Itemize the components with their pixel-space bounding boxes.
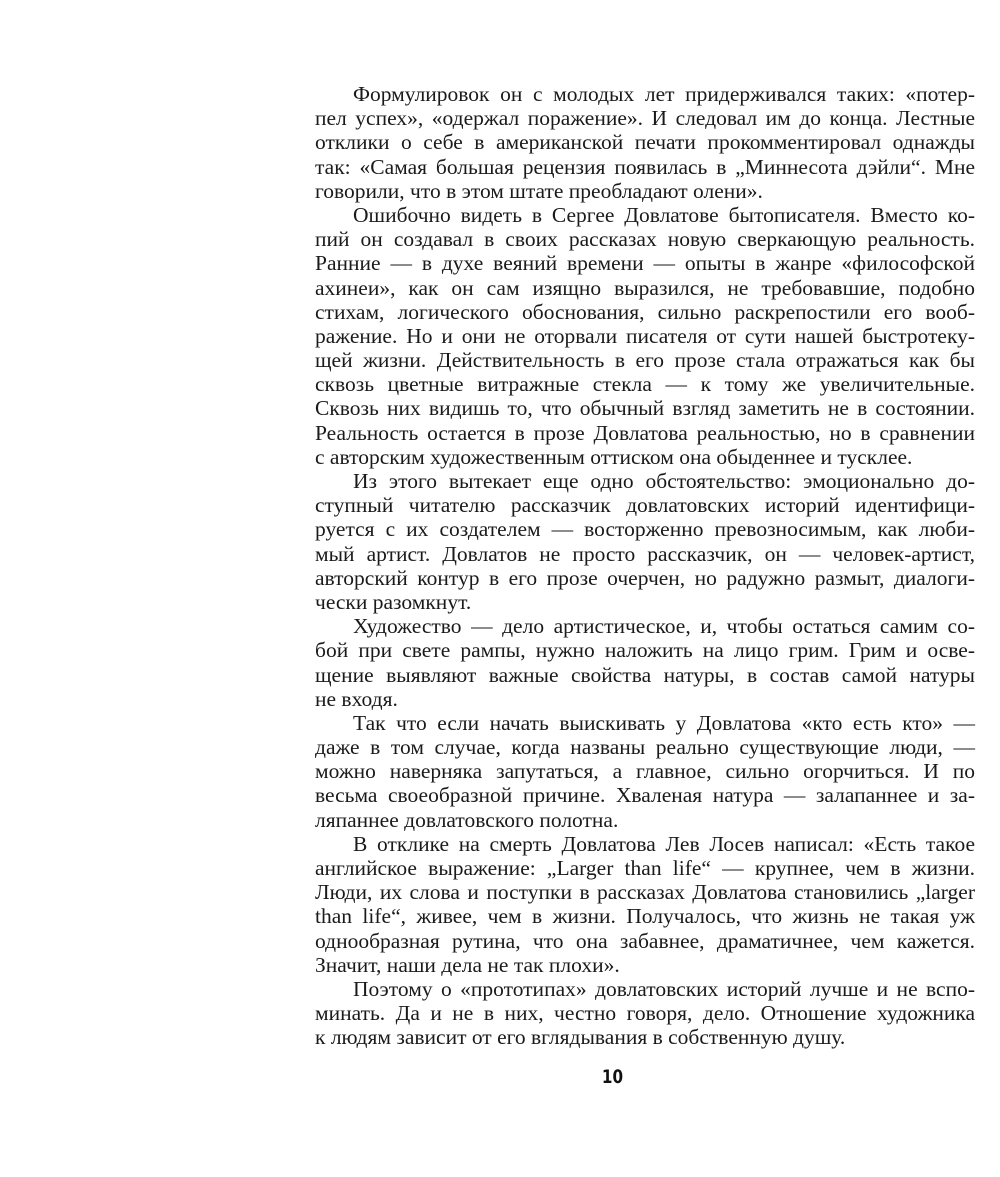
text-line: мый артист. Довлатов не просто рассказчик, он — человек-артист, bbox=[315, 541, 975, 566]
text-line: бой при свете рампы, нужно наложить на лицо грим. Грим и осве- bbox=[315, 638, 975, 663]
text-line: минать. Да и не в них, честно говоря, дело. Отношение художника bbox=[315, 1001, 975, 1026]
text-line: щей жизни. Действительность в его прозе стала отражаться как бы bbox=[315, 348, 975, 373]
text-line: Поэтому о «прототипах» довлатовских историй лучше и не вспо- bbox=[353, 976, 975, 1001]
text-line: Художество — дело артистическое, и, чтобы остаться самим со- bbox=[353, 614, 975, 639]
text-line: ражение. Но и они не оторвали писателя от сути нашей быстротеку- bbox=[315, 323, 975, 348]
text-line: к людям зависит от его вглядывания в собственную душу. bbox=[315, 1025, 846, 1050]
text-line: даже в том случае, когда названы реально существующие люди, — bbox=[315, 735, 975, 760]
text-line: ступный читателю рассказчик довлатовских историй идентифици- bbox=[315, 493, 975, 518]
text-line: английское выражение: „Larger than life“ — крупнее, чем в жизни. bbox=[315, 856, 975, 880]
text-line: Ошибочно видеть в Сергее Довлатове бытописателя. Вместо ко- bbox=[353, 202, 975, 227]
text-line: так: «Самая большая рецензия появилась в „Миннесота дэйли“. Мне bbox=[315, 154, 975, 179]
paragraph bbox=[315, 203, 975, 469]
text-line: Люди, их слова и поступки в рассказах Довлатова становились „larger bbox=[315, 880, 975, 905]
text-line: авторский контур в его прозе очерчен, но радужно размыт, диалоги- bbox=[315, 565, 975, 590]
text-line: весьма своеобразной причине. Хваленая натура — залапаннее и за- bbox=[315, 783, 975, 808]
text-line: стихам, логического обоснования, сильно раскрепостили его вооб- bbox=[315, 299, 975, 324]
text-line: сквозь цветные витражные стекла — к тому же увеличительные. bbox=[315, 372, 975, 397]
text-line: Так что если начать выискивать у Довлатова «кто есть кто» — bbox=[353, 710, 975, 735]
text-line: пел успех», «одержал поражение». И следовал им до конца. Лестные bbox=[315, 106, 975, 131]
text-line: ляпаннее довлатовского полотна. bbox=[315, 807, 619, 832]
paragraph bbox=[315, 711, 975, 832]
text-line: Ранние — в духе веяний времени — опыты в жанре «философской bbox=[315, 251, 975, 276]
text-line: Формулировок он с молодых лет придерживался таких: «потер- bbox=[353, 82, 975, 106]
paragraph bbox=[315, 977, 975, 1050]
text-line: руется с их создателем — восторженно превозносимым, как люби- bbox=[315, 517, 975, 542]
text-line: чески разомкнут. bbox=[315, 589, 472, 614]
text-line: с авторским художественным оттиском она обыденнее и тусклее. bbox=[315, 444, 913, 469]
text-line: однообразная рутина, что она забавнее, драматичнее, чем кажется. bbox=[315, 928, 975, 953]
text-line: пий он создавал в своих рассказах новую сверкающую реальность. bbox=[315, 227, 975, 252]
paragraph bbox=[315, 832, 975, 977]
text-line: Значит, наши дела не так плохи». bbox=[315, 952, 620, 977]
text-line: Сквозь них видишь то, что обычный взгляд заметить не в состоянии. bbox=[315, 396, 975, 421]
text-line: than life“, живее, чем в жизни. Получалось, что жизнь не такая уж bbox=[315, 904, 975, 929]
text-line: не входя. bbox=[315, 686, 398, 711]
text-line: Реальность остается в прозе Довлатова реальностью, но в сравнении bbox=[315, 420, 975, 445]
text-line: говорили, что в этом штате преобладают олени». bbox=[315, 178, 763, 203]
text-line: В отклике на смерть Довлатова Лев Лосев написал: «Есть такое bbox=[353, 831, 975, 856]
text-line: щение выявляют важные свойства натуры, в состав самой натуры bbox=[315, 662, 975, 687]
text-line: Из этого вытекает еще одно обстоятельство: эмоционально до- bbox=[353, 469, 975, 493]
text-line: можно наверняка запутаться, а главное, сильно огорчиться. И по bbox=[315, 759, 975, 784]
paragraph bbox=[315, 469, 975, 614]
text-line: ахинеи», как он сам изящно выразился, не требовавшие, подобно bbox=[315, 275, 975, 300]
paragraph bbox=[315, 614, 975, 711]
page-number: 10 bbox=[601, 1066, 624, 1088]
body-text bbox=[315, 82, 975, 1050]
text-line: отклики о себе в американской печати прокомментировал однажды bbox=[315, 130, 975, 155]
paragraph bbox=[315, 82, 975, 203]
